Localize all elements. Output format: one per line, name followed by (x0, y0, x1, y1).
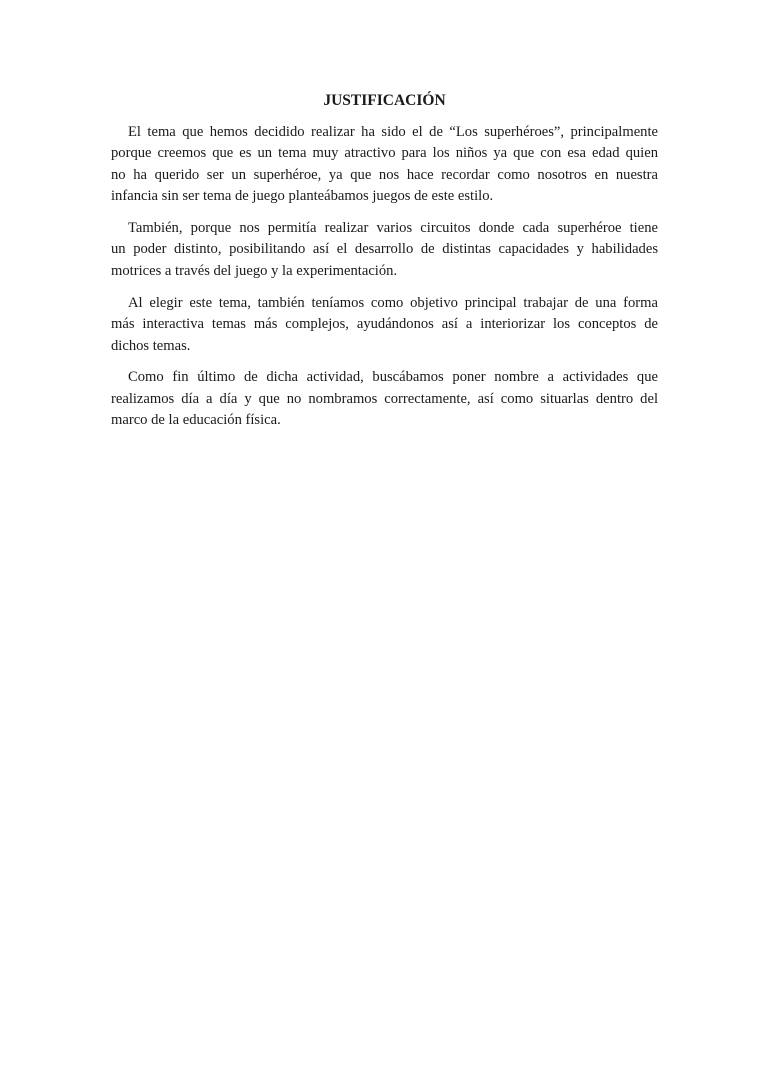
paragraph-1 (111, 122, 658, 208)
text-line: un poder distinto, posibilitando así el desarrollo de distintas capacidades y habilidades (111, 241, 658, 258)
text-line: El tema que hemos decidido realizar ha sido el de “Los superhéroes”, principalmente (128, 124, 658, 140)
text-line: motrices a través del juego y la experimentación. (111, 262, 398, 279)
paragraph-2 (111, 218, 658, 282)
text-line: También, porque nos permitía realizar varios circuitos donde cada superhéroe tiene (128, 220, 658, 237)
document-page (111, 90, 658, 442)
text-line: infancia sin ser tema de juego planteábamos juegos de este estilo. (111, 188, 494, 205)
text-line: realizamos día a día y que no nombramos correctamente, así como situarlas dentro del (111, 390, 658, 407)
paragraph-4 (111, 367, 658, 431)
text-line: Al elegir este tema, también teníamos como objetivo principal trabajar de una forma (128, 294, 658, 311)
text-line: marco de la educación física. (111, 412, 281, 429)
paragraph-3 (111, 293, 658, 357)
text-line: Como fin último de dicha actividad, buscábamos poner nombre a actividades que (128, 369, 658, 386)
text-line: más interactiva temas más complejos, ayudándonos así a interiorizar los conceptos de (111, 316, 658, 333)
document-title: JUSTIFICACIÓN (323, 92, 446, 109)
text-line: no ha querido ser un superhéroe, ya que nos hace recordar como nosotros en nuestra (111, 166, 658, 183)
text-line: porque creemos que es un tema muy atractivo para los niños ya que con esa edad quien (111, 145, 658, 162)
text-line: dichos temas. (111, 337, 191, 354)
